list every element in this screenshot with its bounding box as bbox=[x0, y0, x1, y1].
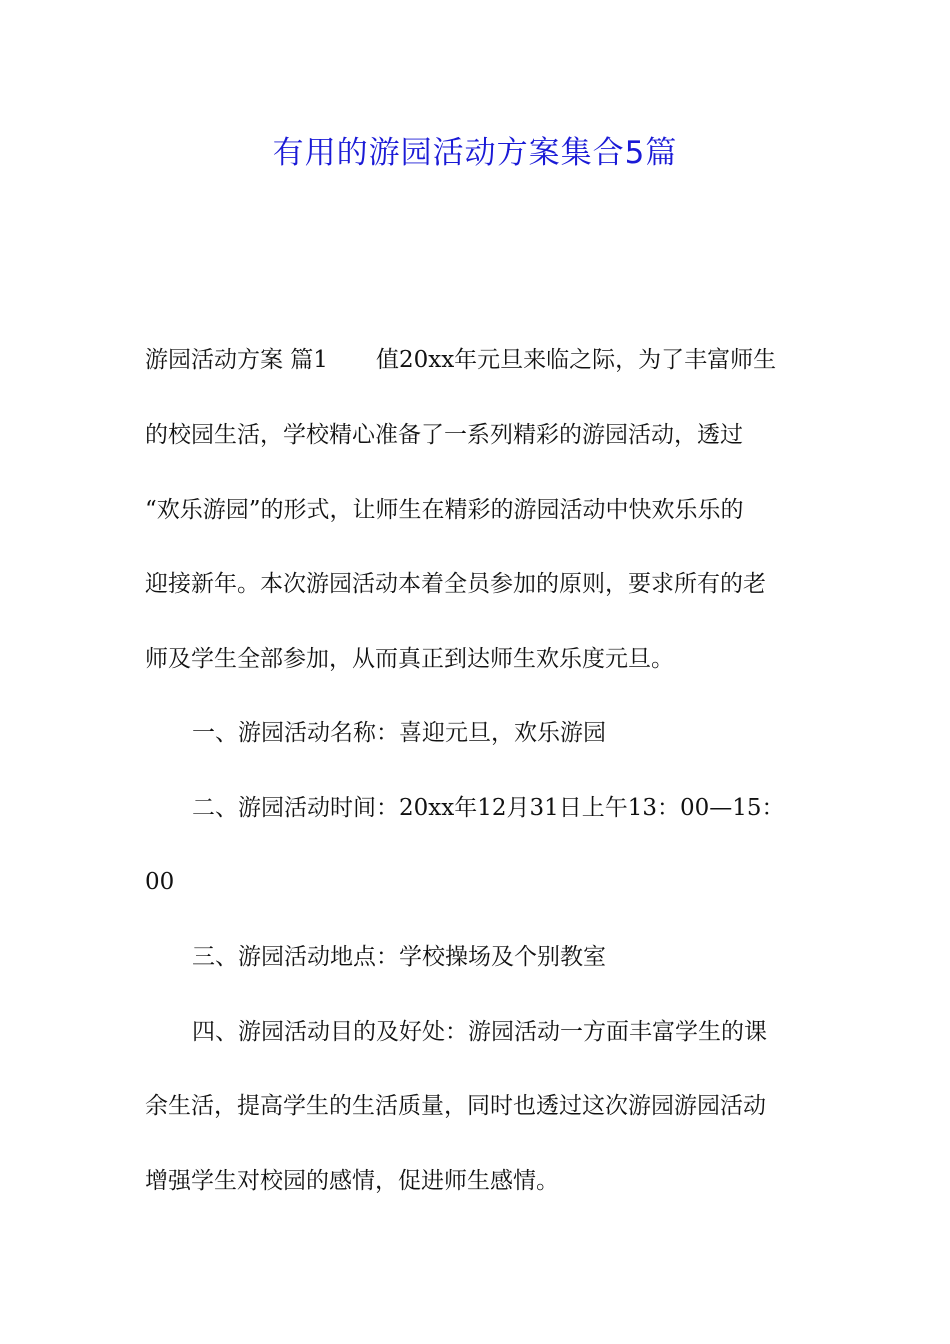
activity-location-item: 三、游园活动地点：学校操场及个别教室 bbox=[192, 944, 606, 970]
paragraph-line-3: “欢乐游园”的形式，让师生在精彩的游园活动中快欢乐乐的 bbox=[145, 497, 744, 523]
activity-name-item: 一、游园活动名称：喜迎元旦，欢乐游园 bbox=[192, 720, 606, 746]
document-title: 有用的游园活动方案集合5篇 bbox=[272, 135, 678, 171]
activity-time-continued: 00 bbox=[145, 869, 175, 895]
paragraph-line-2: 的校园生活，学校精心准备了一系列精彩的游园活动，透过 bbox=[145, 422, 743, 448]
paragraph-line-4: 迎接新年。本次游园活动本着全员参加的原则，要求所有的老 bbox=[145, 571, 766, 597]
activity-purpose-item: 四、游园活动目的及好处：游园活动一方面丰富学生的课 bbox=[192, 1019, 767, 1045]
activity-time-item: 二、游园活动时间：20xx年12月31日上午13：00—15： bbox=[192, 795, 785, 821]
section-label: 游园活动方案 篇1 bbox=[145, 347, 328, 373]
intro-text: 值20xx年元旦来临之际，为了丰富师生 bbox=[375, 347, 777, 373]
paragraph-line-5: 师及学生全部参加，从而真正到达师生欢乐度元旦。 bbox=[145, 646, 674, 672]
activity-purpose-line-3: 增强学生对校园的感情，促进师生感情。 bbox=[145, 1168, 559, 1194]
activity-purpose-line-2: 余生活，提高学生的生活质量，同时也透过这次游园游园活动 bbox=[145, 1093, 766, 1119]
paragraph-line-1 bbox=[145, 345, 810, 375]
